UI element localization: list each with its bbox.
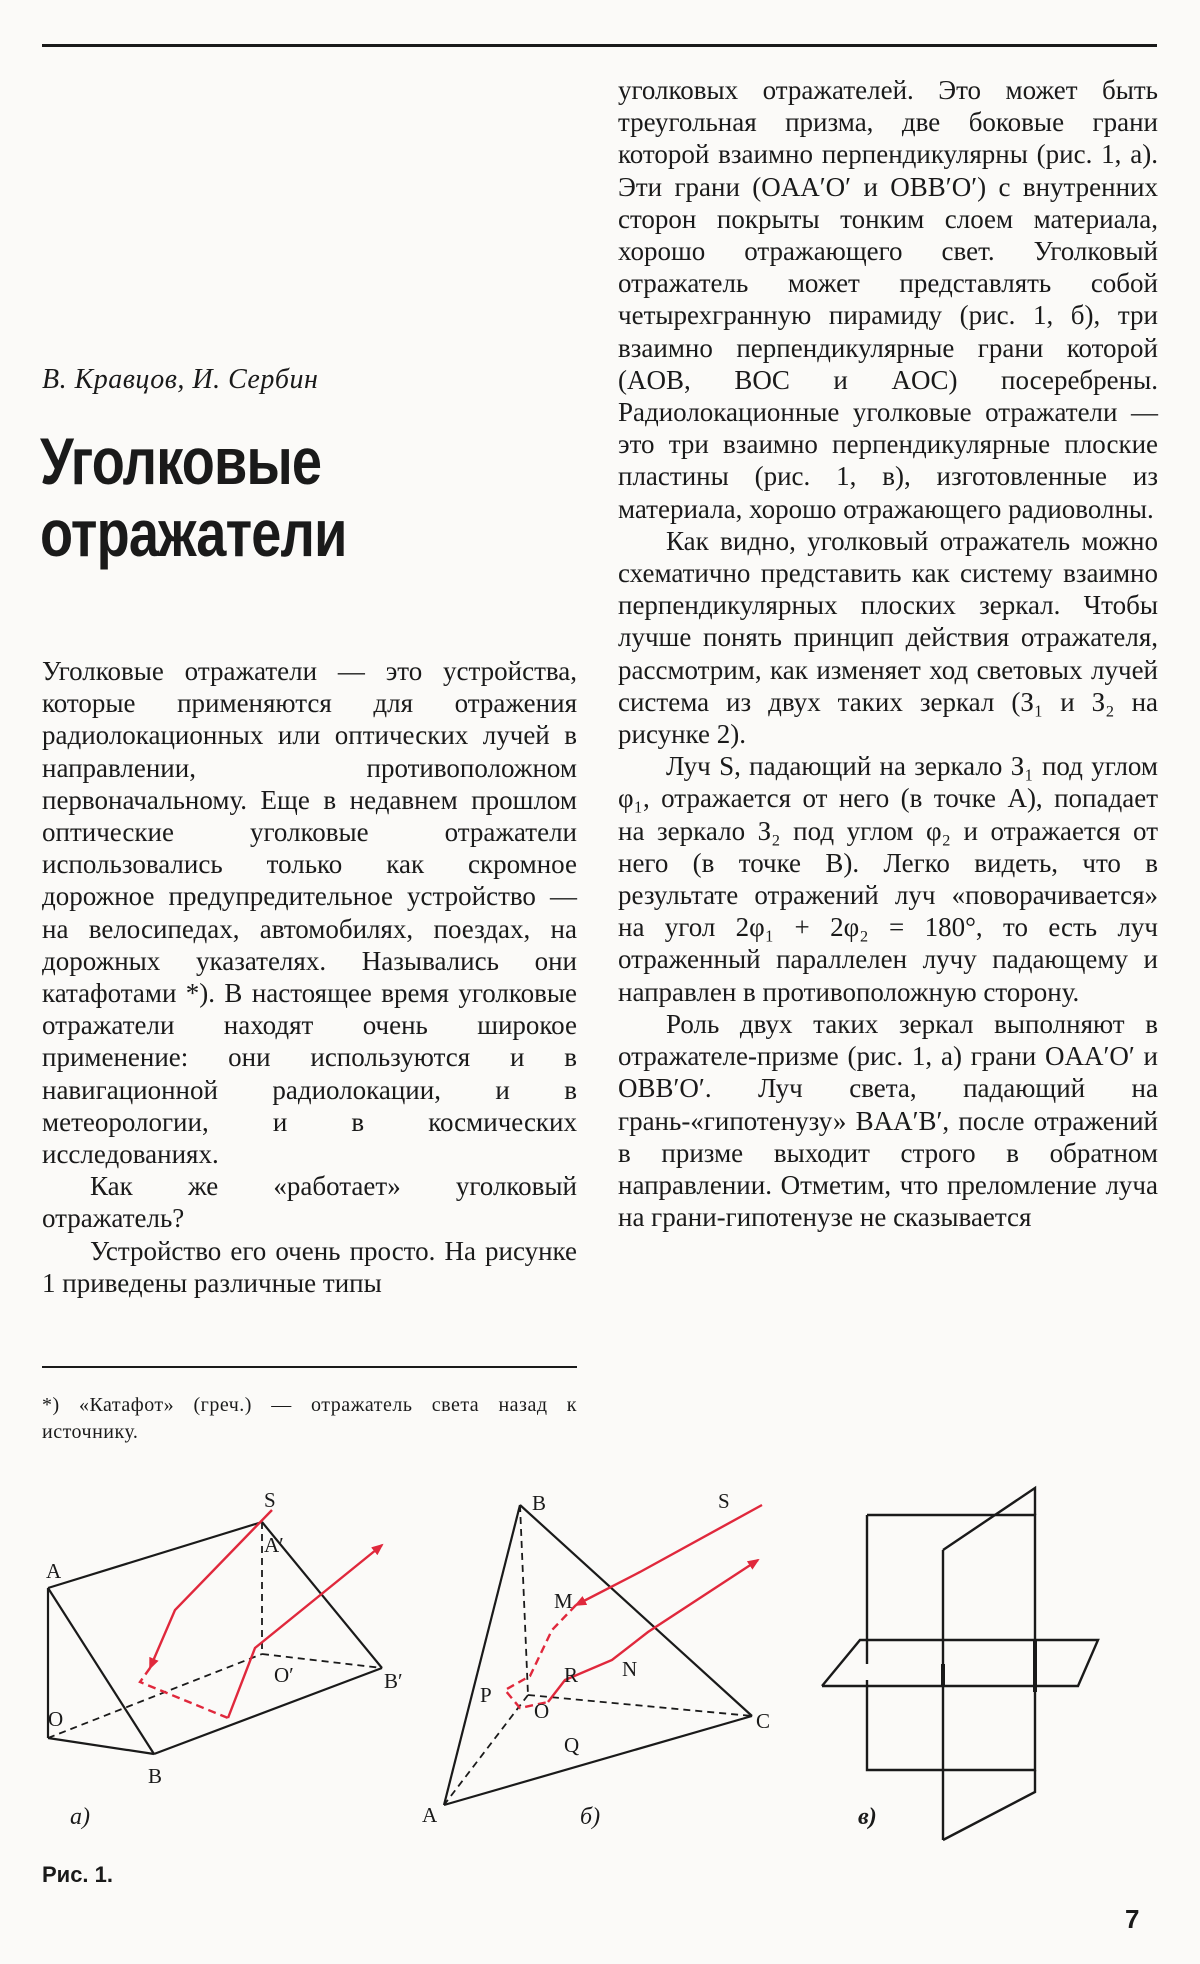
pyramid-edge (444, 1505, 520, 1805)
prism-edge (48, 1588, 154, 1754)
left-column (42, 655, 577, 1299)
label-a-prime: A′ (264, 1533, 284, 1557)
paragraph: уголковых отражателей. Это может быть треугольная призма, две боковые грани которой взаимно перпендикулярны (рис. 1, а). Эти грани (OAA′O′ и OBB′O′) с внутренних сторон покрыты тонким слоем материала, хорошо отражающего свет. Уголковый отражатель может представлять собой четырехгранную пирамиду (рис. 1, б), три взаимно перпендикулярные грани которой (AOB, BOC и AOC) посеребрены. Радиолокационные уголковые отражатели — это три взаимно перпендикулярные плоские пластины (рис. 1, в), изготовленные из материала, хорошо отражающего радиоволны. (618, 75, 1158, 524)
label-o-prime: O′ (274, 1663, 294, 1687)
label-q: Q (564, 1733, 580, 1757)
label-p: P (480, 1683, 492, 1707)
figure-b-pyramid (444, 1505, 752, 1805)
prism-edge (48, 1738, 154, 1754)
ray-incident-s (150, 1510, 272, 1668)
paragraph: Устройство его очень просто. На рисунке 1 приведены различные типы (42, 1235, 577, 1298)
title-line-1: Уголковые (40, 424, 322, 498)
figure-b-caption: б) (580, 1804, 601, 1830)
article-title (40, 425, 483, 569)
label-c: C (756, 1709, 771, 1733)
label-s: S (264, 1488, 276, 1512)
label-b-prime: B′ (384, 1669, 403, 1693)
paragraph: Уголковые отражатели — это устройства, которые применяются для отражения радиолокационных или оптических лучей в направлении, противоположном первоначальному. Еще в недавнем прошлом оптические уголковые отражатели использовались только как скромное дорожное предупредительное устройство — на велосипедах, автомобилях, поездах, на дорожных указателях. Назывались они катафотами *). В настоящее время уголковые отражатели находят очень широкое применение: они используются и в навигационной радиолокации, и в метеорологии, и в космических исследованиях. (42, 656, 577, 1170)
footnote-rule (42, 1366, 577, 1368)
authors: В. Кравцов, И. Сербин (42, 364, 319, 395)
pyramid-hidden-edge (520, 1505, 528, 1695)
plate-vertical-front (943, 1770, 1035, 1840)
top-rule (42, 44, 1157, 47)
plate-vertical-front (943, 1488, 1035, 1550)
label-s: S (718, 1489, 730, 1513)
label-a: A (46, 1559, 62, 1583)
paragraph: Как же «работает» уголковый отражатель? (42, 1171, 577, 1234)
ray-incident-s (576, 1505, 762, 1605)
right-column (618, 74, 1158, 1233)
plate-vertical-back (867, 1515, 1035, 1640)
label-r: R (564, 1663, 579, 1687)
ray-outgoing (228, 1545, 382, 1718)
footnote: *) «Катафот» (греч.) — отражатель света назад к источнику. (42, 1394, 577, 1443)
figure-v-plates (822, 1488, 1098, 1840)
figure-caption: Рис. 1. (42, 1862, 114, 1887)
figure-a-caption: а) (70, 1804, 90, 1830)
paragraph: Луч S, падающий на зеркало З₁ под углом φ₁, отражается от него (в точке A), попадает на зеркало З₂ под углом φ₂ и отражается от него (в точке B). Легко видеть, что в результате отражений луч «поворачивается» на угол 2φ₁ + 2φ₂ = 180°, то есть луч отраженный параллелен лучу падающему и направлен в противоположную сторону. (618, 751, 1158, 1007)
label-o: O (534, 1699, 550, 1723)
page-number: 7 (1125, 1904, 1140, 1934)
label-n: N (622, 1657, 638, 1681)
ray-path (505, 1605, 579, 1708)
pyramid-hidden-edge (528, 1695, 752, 1716)
pyramid-edge (444, 1716, 752, 1805)
prism-edge (154, 1668, 382, 1754)
title-line-2: отражатели (40, 496, 347, 570)
figure-1 (0, 1470, 1200, 1850)
label-b: B (148, 1764, 163, 1788)
figure-v-caption: в) (858, 1804, 877, 1830)
pyramid-hidden-edge (444, 1695, 528, 1805)
figure-b-labels (422, 1489, 770, 1827)
plate-vertical-back (867, 1680, 1035, 1770)
label-b: B (532, 1491, 547, 1515)
label-a: A (422, 1803, 438, 1827)
plate-horizontal (822, 1640, 1098, 1686)
ray-path (140, 1668, 228, 1718)
ray-outgoing (548, 1560, 758, 1702)
label-m: M (554, 1589, 573, 1613)
label-o: O (48, 1707, 64, 1731)
paragraph: Как видно, уголковый отражатель можно схематично представить как систему взаимно перпендикулярных плоских зеркал. Чтобы лучше понять принцип действия отражателя, рассмотрим, как изменяет ход световых лучей система из двух таких зеркал (З₁ и З₂ на рисунке 2). (618, 525, 1158, 750)
figure-a-prism (48, 1522, 382, 1754)
paragraph: Роль двух таких зеркал выполняют в отражателе-призме (рис. 1, а) грани OAA′O′ и OBB′O′. Луч света, падающий на грань-«гипотенузу» BAA′B′, после отражений в призме выходит строго в обратном направлении. Отметим, что преломление луча на грани-гипотенузе не сказывается (618, 1008, 1158, 1233)
